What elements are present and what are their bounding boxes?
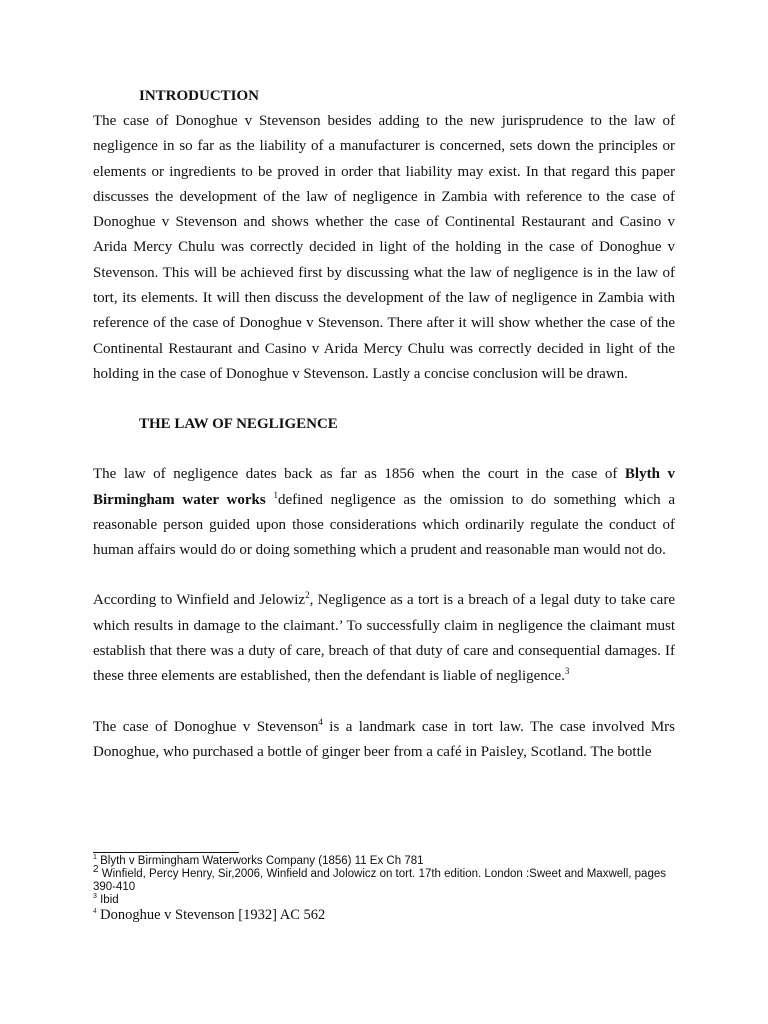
footnote-separator (93, 852, 239, 853)
negligence-paragraph-1 (93, 462, 675, 563)
document-page (93, 84, 675, 765)
footnote-ref-3[interactable]: 3 (564, 666, 570, 677)
p1-text-after: defined negligence as the omission to do something which a reasonable person guided upon those considerations which ordinarily regulate the conduct of human affairs would do or doing something which a prudent and reasonable man would not do. (93, 491, 676, 559)
negligence-paragraph-2 (93, 588, 675, 689)
law-of-negligence-heading: THE LAW OF NEGLIGENCE (139, 416, 338, 433)
footnote-ref-4[interactable]: 4 (318, 716, 323, 727)
footnote-ref-1[interactable]: 1 (273, 489, 278, 500)
footnote-text-4: Donoghue v Stevenson [1932] AC 562 (96, 907, 326, 923)
footnote-mark-4: 4 (93, 907, 97, 916)
p3-text-after: is a landmark case in tort law. The case involved Mrs Donoghue, who purchased a bottle of ginger beer from a café in Paisley, Scotland. The bottle (93, 718, 675, 760)
introduction-heading: INTRODUCTION (139, 88, 260, 104)
negligence-paragraph-3 (93, 715, 675, 766)
footnote-4 (93, 907, 675, 924)
p2-text-middle: , Negligence as a tort is a breach of a legal duty to take care which results in damage to the claimant.’ To successfully claim in negligence the claimant must establish that there was a duty of care, breach of that duty of care and consequential damages. If these three elements are established, then the defendant is liable of negligence. (93, 592, 675, 685)
footnote-mark-1: 1 (93, 854, 97, 862)
introduction-paragraph: The case of Donoghue v Stevenson besides adding to the new jurisprudence to the law of negligence in so far as the liability of a manufacturer is concerned, sets down the principles or elements or ingredients to be proved in order that liability may exist. In that regard this paper discusses the development of the law of negligence in Zambia with reference to the case of Donoghue v Stevenson and shows whether the case of Continental Restaurant and Casino v Arida Mercy Chulu was correctly decided in light of the holding in the case of Donoghue v Stevenson. This will be achieved first by discussing what the law of negligence is in the law of tort, its elements. It will then discuss the development of the law of negligence in Zambia with reference of the case of Donoghue v Stevenson. There after it will show whether the case of the Continental Restaurant and Casino v Arida Mercy Chulu was correctly decided in light of the holding in the case of Donoghue v Stevenson. Lastly a concise conclusion will be drawn. (93, 113, 675, 382)
footnote-mark-2: 2 (93, 864, 99, 876)
footnote-ref-2[interactable]: 2 (305, 590, 310, 601)
footnotes-section (93, 852, 675, 924)
footnote-text-1: Blyth v Birmingham Waterworks Company (1856) 11 Ex Ch 781 (96, 855, 424, 867)
p3-text-before: The case of Donoghue v Stevenson (93, 718, 319, 735)
footnote-text-3: Ibid (96, 894, 119, 906)
footnote-mark-3: 3 (93, 893, 97, 901)
p1-text-before: The law of negligence dates back as far as 1856 when the court in the case of (93, 466, 625, 483)
footnote-1 (93, 855, 675, 868)
blyth-case-name: Blyth v Birmingham water works (93, 466, 675, 508)
p2-text-before: According to Winfield and Jelowiz (93, 592, 306, 609)
footnote-text-2: Winfield, Percy Henry, Sir,2006, Winfield and Jolowicz on tort. 17th edition. London :Sweet and Maxwell, pages 390-410 (93, 868, 666, 893)
footnote-3 (93, 894, 675, 907)
footnote-2 (93, 864, 675, 894)
